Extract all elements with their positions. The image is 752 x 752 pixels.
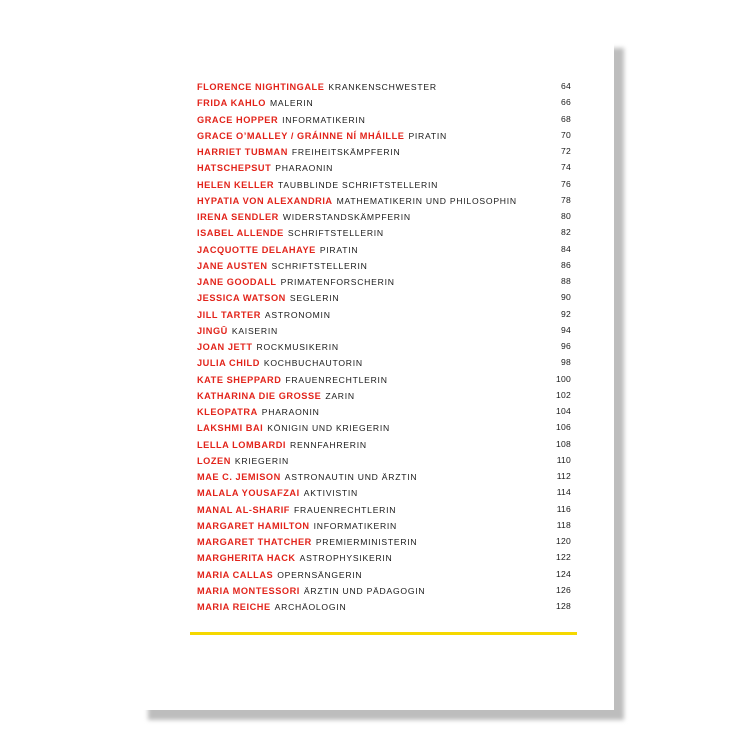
toc-entry-role: ASTRONOMIN <box>264 309 331 320</box>
toc-entry-role: PRIMATENFORSCHERIN <box>280 277 395 287</box>
toc-entry <box>197 582 571 598</box>
yellow-divider-rule <box>190 632 577 635</box>
toc-entry-role: AKTIVISTIN <box>303 488 359 499</box>
toc-entry-name: MARGHERITA HACK <box>197 553 296 564</box>
toc-entry <box>197 176 571 192</box>
toc-entry-role: TAUBBLINDE SCHRIFTSTELLERIN <box>278 179 439 190</box>
toc-entry-page-number: 68 <box>561 113 571 124</box>
toc-entry-page-number: 96 <box>561 341 571 351</box>
toc-entry-role: MATHEMATIKERIN UND PHILOSOPHIN <box>336 195 517 206</box>
toc-entry-name: JILL TARTER <box>197 309 261 320</box>
toc-entry-name: KATHARINA DIE GROSSE <box>197 390 322 401</box>
toc-entry <box>197 94 571 110</box>
toc-entry <box>197 322 571 338</box>
toc-entry-page-number: 104 <box>556 406 571 416</box>
toc-entry-name: HYPATIA VON ALEXANDRIA <box>197 195 333 206</box>
toc-entry-page-number: 94 <box>561 324 571 335</box>
toc-entry-role: RENNFAHRERIN <box>290 439 367 450</box>
toc-entry-name: MALALA YOUSAFZAI <box>197 488 300 499</box>
toc-entry-role: PHARAONIN <box>275 163 334 174</box>
toc-entry-page-number: 70 <box>561 129 571 140</box>
toc-entry-page-number: 76 <box>561 178 571 189</box>
toc-entry-name: JACQUOTTE DELAHAYE <box>197 244 316 255</box>
toc-entry-name: MARGARET THATCHER <box>197 537 312 547</box>
toc-entry <box>197 436 571 452</box>
toc-entry-name: GRACE HOPPER <box>197 114 279 125</box>
toc-entry-name: JANE GOODALL <box>197 277 277 287</box>
toc-entry-page-number: 92 <box>561 308 571 319</box>
book-page <box>138 38 614 710</box>
toc-entry <box>197 354 571 370</box>
toc-entry-name: MARIA MONTESSORI <box>197 585 300 596</box>
toc-entry-name: FRIDA KAHLO <box>197 98 266 109</box>
toc-entry-page-number: 106 <box>556 422 571 433</box>
toc-entry-page-number: 72 <box>561 146 571 156</box>
toc-entry-page-number: 64 <box>561 81 571 91</box>
toc-entry <box>197 566 571 582</box>
toc-entry-name: LELLA LOMBARDI <box>197 439 287 450</box>
toc-entry-page-number: 118 <box>556 519 571 530</box>
toc-entry-page-number: 74 <box>561 162 571 173</box>
toc-entry-page-number: 86 <box>561 259 571 270</box>
table-of-contents <box>197 78 571 614</box>
toc-entry-name: MAE C. JEMISON <box>197 472 281 482</box>
toc-entry-name: KLEOPATRA <box>197 407 258 417</box>
toc-entry <box>197 387 571 403</box>
toc-entry-page-number: 98 <box>561 357 571 368</box>
toc-entry-name: FLORENCE NIGHTINGALE <box>197 82 325 92</box>
toc-entry-page-number: 116 <box>556 503 571 514</box>
toc-entry <box>197 371 571 387</box>
toc-entry <box>197 517 571 533</box>
toc-entry <box>197 78 571 94</box>
toc-entry-name: JESSICA WATSON <box>197 293 286 304</box>
toc-entry-page-number: 84 <box>561 243 571 254</box>
toc-entry-name: MARIA REICHE <box>197 602 271 612</box>
toc-entry-name: HATSCHEPSUT <box>197 163 272 174</box>
toc-entry <box>197 208 571 224</box>
toc-entry-role: SCHRIFTSTELLERIN <box>287 228 384 239</box>
toc-entry <box>197 127 571 143</box>
toc-entry <box>197 501 571 517</box>
toc-entry-page-number: 128 <box>556 601 571 611</box>
toc-entry-role: PIRATIN <box>408 130 447 141</box>
toc-entry <box>197 452 571 468</box>
toc-entry-page-number: 88 <box>561 276 571 286</box>
toc-entry-role: INFORMATIKERIN <box>282 114 366 125</box>
toc-entry-page-number: 66 <box>561 97 571 108</box>
toc-entry-name: HARRIET TUBMAN <box>197 147 288 157</box>
toc-entry <box>197 338 571 354</box>
toc-entry-role: SEGLERIN <box>289 293 340 304</box>
toc-entry <box>197 143 571 159</box>
toc-entry-role: KAISERIN <box>231 325 278 336</box>
toc-entry-page-number: 114 <box>556 487 571 498</box>
toc-entry-role: ARCHÄOLOGIN <box>274 602 347 612</box>
toc-entry-role: INFORMATIKERIN <box>313 520 398 531</box>
toc-entry <box>197 403 571 419</box>
toc-entry-role: KRANKENSCHWESTER <box>328 82 437 92</box>
toc-entry <box>197 598 571 614</box>
toc-entry-page-number: 112 <box>556 471 571 481</box>
toc-entry-name: KATE SHEPPARD <box>197 374 282 385</box>
toc-entry <box>197 273 571 289</box>
toc-entry-name: MANAL AL-SHARIF <box>197 504 290 515</box>
toc-entry-page-number: 120 <box>556 536 571 546</box>
toc-entry-name: JOAN JETT <box>197 342 253 352</box>
toc-entry <box>197 468 571 484</box>
toc-entry-role: SCHRIFTSTELLERIN <box>271 260 368 271</box>
toc-entry-role: PHARAONIN <box>261 407 320 417</box>
toc-entry-name: HELEN KELLER <box>197 179 275 190</box>
toc-entry <box>197 306 571 322</box>
toc-entry-name: JULIA CHILD <box>197 358 260 369</box>
toc-entry-name: MARGARET HAMILTON <box>197 520 310 531</box>
toc-entry-role: FREIHEITSKÄMPFERIN <box>291 147 401 157</box>
toc-entry-role: ASTROPHYSIKERIN <box>299 553 393 564</box>
toc-entry <box>197 111 571 127</box>
toc-entry-role: FRAUENRECHTLERIN <box>293 504 397 515</box>
toc-entry-role: OPERNSÄNGERIN <box>277 569 363 580</box>
toc-entry-role: KOCHBUCHAUTORIN <box>263 358 363 369</box>
toc-entry-role: KÖNIGIN UND KRIEGERIN <box>267 423 390 434</box>
toc-entry-page-number: 108 <box>556 438 571 449</box>
toc-entry <box>197 257 571 273</box>
toc-entry <box>197 419 571 435</box>
toc-entry <box>197 533 571 549</box>
toc-entry-name: ISABEL ALLENDE <box>197 228 284 239</box>
toc-entry <box>197 192 571 208</box>
toc-entry <box>197 241 571 257</box>
toc-entry-role: ASTRONAUTIN UND ÄRZTIN <box>284 472 418 482</box>
toc-entry-name: IRENA SENDLER <box>197 212 279 222</box>
toc-entry-page-number: 82 <box>561 227 571 238</box>
toc-entry-role: WIDERSTANDSKÄMPFERIN <box>282 212 411 222</box>
toc-entry <box>197 159 571 175</box>
toc-entry-name: LOZEN <box>197 455 231 466</box>
toc-entry-name: GRACE O’MALLEY / GRÁINNE NÍ MHÁILLE <box>197 130 405 141</box>
toc-entry-name: LAKSHMI BAI <box>197 423 264 434</box>
toc-entry-page-number: 80 <box>561 211 571 221</box>
toc-entry-role: ÄRZTIN UND PÄDAGOGIN <box>303 585 426 596</box>
toc-entry-role: FRAUENRECHTLERIN <box>285 374 388 385</box>
toc-entry-page-number: 102 <box>556 389 571 400</box>
toc-entry <box>197 224 571 240</box>
toc-entry-role: PREMIERMINISTERIN <box>315 537 418 547</box>
toc-entry-page-number: 100 <box>556 373 571 384</box>
toc-entry-role: KRIEGERIN <box>234 455 289 466</box>
toc-entry-page-number: 78 <box>561 194 571 205</box>
toc-entry-page-number: 124 <box>556 568 571 579</box>
toc-entry-name: MARIA CALLAS <box>197 569 274 580</box>
toc-entry-page-number: 126 <box>556 584 571 595</box>
toc-entry-name: JINGŪ <box>197 325 228 336</box>
toc-entry <box>197 484 571 500</box>
toc-entry <box>197 289 571 305</box>
toc-entry <box>197 549 571 565</box>
toc-entry-name: JANE AUSTEN <box>197 260 268 271</box>
toc-entry-role: ROCKMUSIKERIN <box>256 342 339 352</box>
toc-entry-page-number: 110 <box>556 454 571 465</box>
toc-entry-role: MALERIN <box>270 98 314 109</box>
toc-entry-page-number: 122 <box>556 552 571 563</box>
toc-entry-role: PIRATIN <box>319 244 359 255</box>
toc-entry-role: ZARIN <box>325 390 355 401</box>
toc-entry-page-number: 90 <box>561 292 571 303</box>
